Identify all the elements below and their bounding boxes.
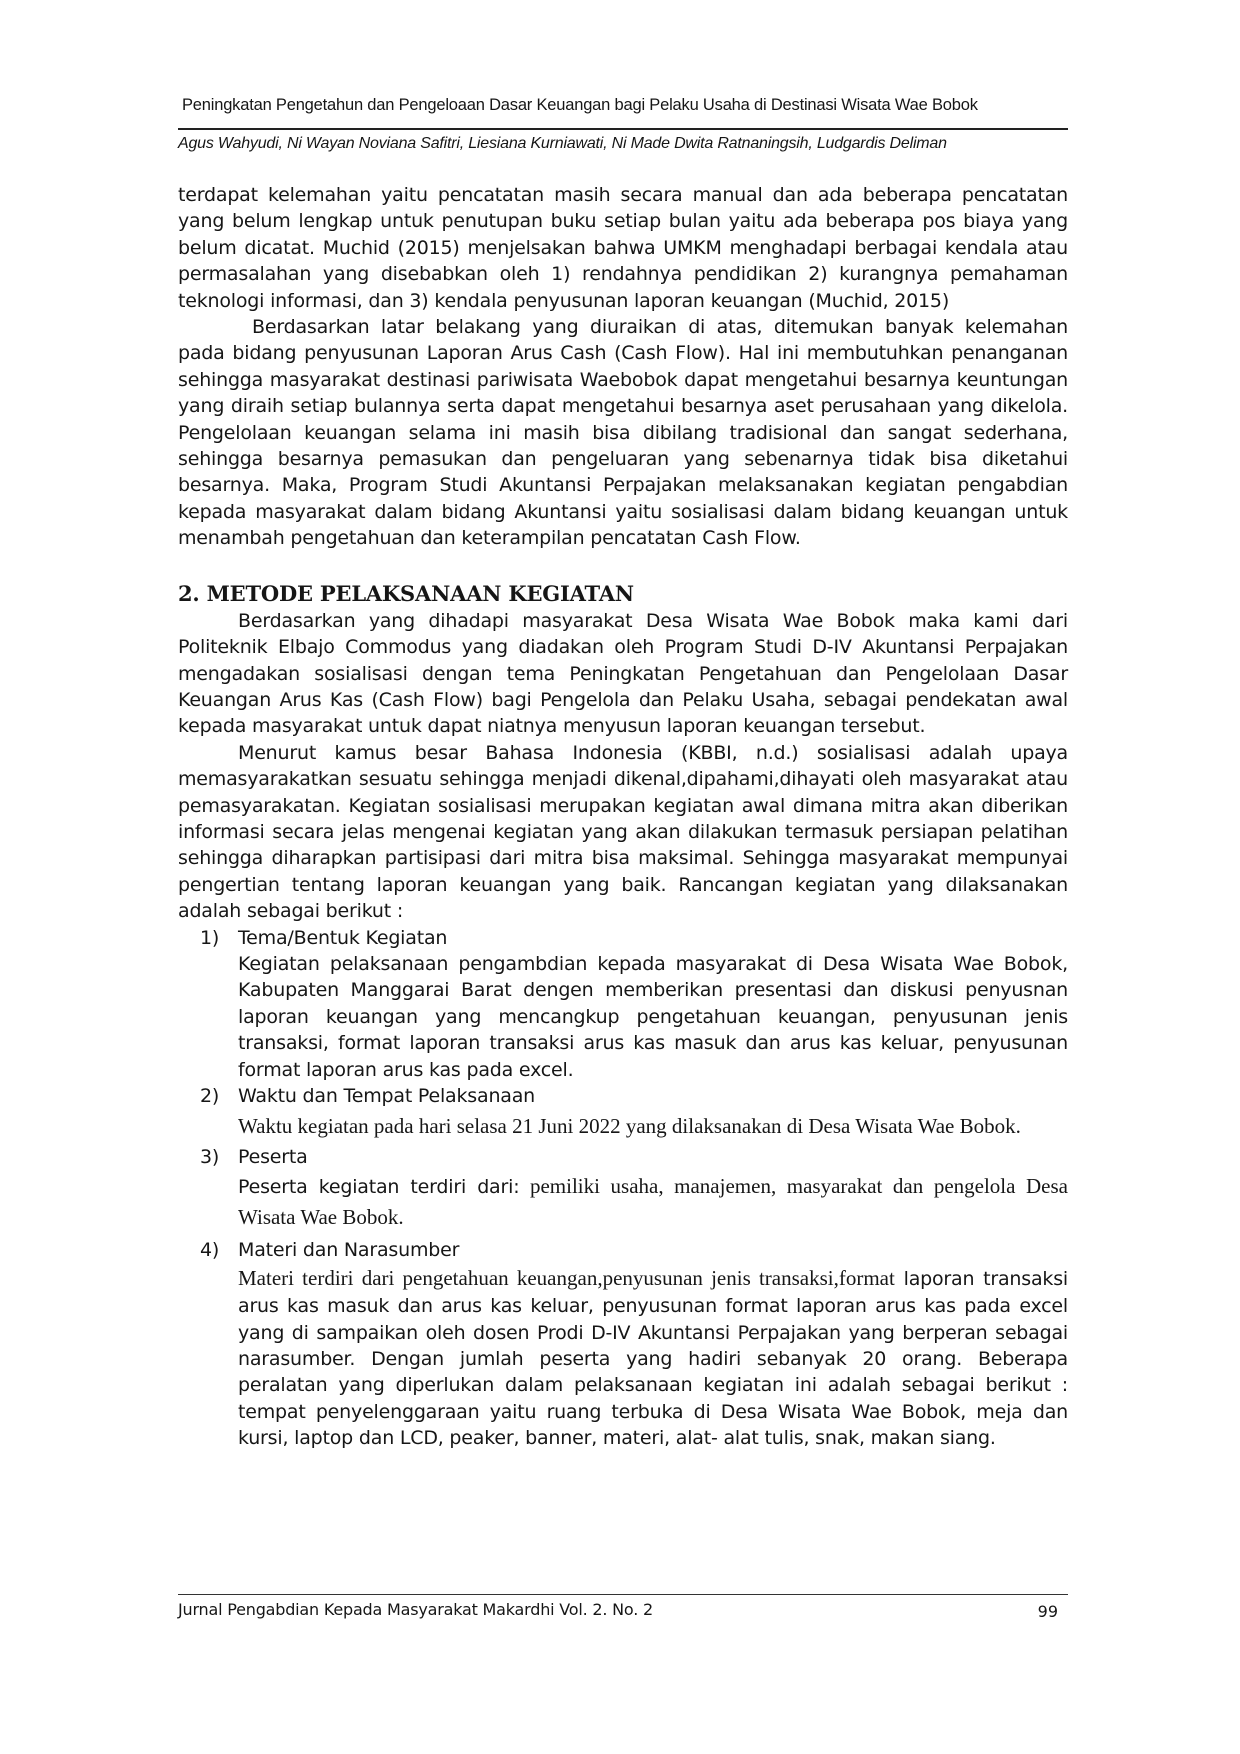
list-item-number: 1) — [200, 926, 220, 949]
list-item — [178, 925, 1068, 1083]
list-item-title: Peserta — [238, 1146, 308, 1169]
list-item-body-lead: Peserta kegiatan terdiri dari: — [238, 1175, 520, 1198]
body-text — [178, 182, 1068, 1452]
intro-paragraph-2: Berdasarkan latar belakang yang diuraikan di atas, ditemukan banyak kelemahan pada bidang penyusunan Laporan Arus Cash (Cash Flow). Hal ini membutuhkan penanganan sehingga masyarakat destinasi pariwisata Waebobok dapat mengetahui besarnya keuntungan yang diraih setiap bulannya serta dapat mengetahui besarnya aset perusahaan yang dikelola. Pengelolaan keuangan selama ini masih bisa dibilang tradisional dan sangat sederhana, sehingga besarnya pemasukan dan pengeluaran yang sebenarnya tidak bisa diketahui besarnya. Maka, Program Studi Akuntansi Perpajakan melaksanakan kegiatan pengabdian kepada masyarakat dalam bidang Akuntansi yaitu sosialisasi dalam bidang keuangan untuk menambah pengetahuan dan keterampilan pencatatan Cash Flow. — [178, 316, 1068, 550]
intro-paragraph-1: terdapat kelemahan yaitu pencatatan masih secara manual dan ada beberapa pencatatan yang belum lengkap untuk penutupan buku setiap bulan yaitu ada beberapa pos biaya yang belum dicatat. Muchid (2015) menjelsakan bahwa UMKM menghadapi berbagai kendala atau permasalahan yang disebabkan oleh 1) rendahnya pendidikan 2) kurangnya pemahaman teknologi informasi, dan 3) kendala penyusunan laporan keuangan (Muchid, 2015) — [178, 184, 1068, 312]
method-paragraph-2: Menurut kamus besar Bahasa Indonesia (KBBI, n.d.) sosialisasi adalah upaya memasyarakatkan sesuatu sehingga menjadi dikenal,dipahami,dihayati oleh masyarakat atau pemasyarakatan. Kegiatan sosialisasi merupakan kegiatan awal dimana mitra akan diberikan informasi secara jelas mengenai kegiatan yang akan dilakukan termasuk persiapan pelatihan sehingga diharapkan partisipasi dari mitra bisa maksimal. Sehingga masyarakat mempunyai pengertian tentang laporan keuangan yang baik. Rancangan kegiatan yang dilaksanakan adalah sebagai berikut : — [178, 741, 1068, 923]
list-item-title: Tema/Bentuk Kegiatan — [238, 926, 448, 949]
activity-plan-list — [178, 925, 1068, 1452]
header-divider — [178, 128, 1068, 130]
page-number: 99 — [1037, 1602, 1058, 1621]
list-item — [178, 1083, 1068, 1144]
method-paragraph-1: Berdasarkan yang dihadapi masyarakat Desa Wisata Wae Bobok maka kami dari Politeknik Elbajo Commodus yang diadakan oleh Program Studi D-IV Akuntansi Perpajakan mengadakan sosialisasi dengan tema Peningkatan Pengetahuan dan Pengelolaan Dasar Keuangan Arus Kas (Cash Flow) bagi Pengelola dan Pelaku Usaha, sebagai pendekatan awal kepada masyarakat untuk dapat niatnya menyusun laporan keuangan tersebut. — [178, 609, 1068, 738]
list-item-number: 3) — [200, 1146, 220, 1169]
list-item — [178, 1237, 1068, 1452]
running-title: Peningkatan Pengetahun dan Pengeloaan Dasar Keuangan bagi Pelaku Usaha di Destinasi Wisata Wae Bobok — [182, 96, 978, 114]
list-item-body: Waktu kegiatan pada hari selasa 21 Juni 2022 yang dilaksanakan di Desa Wisata Wae Bobok. — [238, 1114, 1021, 1139]
list-item — [178, 1144, 1068, 1236]
list-item-number: 4) — [200, 1238, 220, 1261]
list-item-body — [238, 1263, 1068, 1451]
section-heading: 2. METODE PELAKSANAAN KEGIATAN — [178, 580, 634, 606]
list-item-title: Waktu dan Tempat Pelaksanaan — [238, 1085, 536, 1107]
footer-journal-name: Jurnal Pengabdian Kepada Masyarakat Makardhi Vol. 2. No. 2 — [178, 1600, 653, 1619]
list-item-body-rest: pemiliki usaha, manajemen, masyarakat dan pengelola Desa Wisata Wae Bobok. — [238, 1173, 1068, 1229]
footer-divider — [178, 1594, 1068, 1595]
list-item-body-lead: Materi terdiri dari pengetahuan keuangan,penyusunan jenis transaksi,format — [238, 1266, 895, 1291]
list-item-number: 2) — [200, 1085, 220, 1107]
running-authors: Agus Wahyudi, Ni Wayan Noviana Safitri, Liesiana Kurniawati, Ni Made Dwita Ratnaningsih, Ludgardis Deliman — [178, 135, 947, 152]
list-item-body-rest: laporan transaksi arus kas masuk dan arus kas keluar, penyusunan format laporan arus kas pada excel yang di sampaikan oleh dosen Prodi D-IV Akuntansi Perpajakan yang berperan sebagai narasumber. Dengan jumlah peserta yang hadiri sebanyak 20 orang. Beberapa peralatan yang diperlukan dalam pelaksanaan kegiatan ini adalah sebagai berikut : tempat penyelenggaraan yaitu ruang terbuka di Desa Wisata Wae Bobok, meja dan kursi, laptop dan LCD, peaker, banner, materi, alat- alat tulis, snak, makan siang. — [238, 1268, 1068, 1450]
list-item-body: Kegiatan pelaksanaan pengambdian kepada masyarakat di Desa Wisata Wae Bobok, Kabupaten Manggarai Barat dengen memberikan presentasi dan diskusi penyusnan laporan keuangan yang mencangkup pengetahuan keuangan, penyusunan jenis transaksi, format laporan transaksi arus kas masuk dan arus kas keluar, penyusunan format laporan arus kas pada excel. — [238, 952, 1068, 1081]
list-item-body — [238, 1171, 1068, 1237]
list-item-title: Materi dan Narasumber — [238, 1238, 460, 1261]
